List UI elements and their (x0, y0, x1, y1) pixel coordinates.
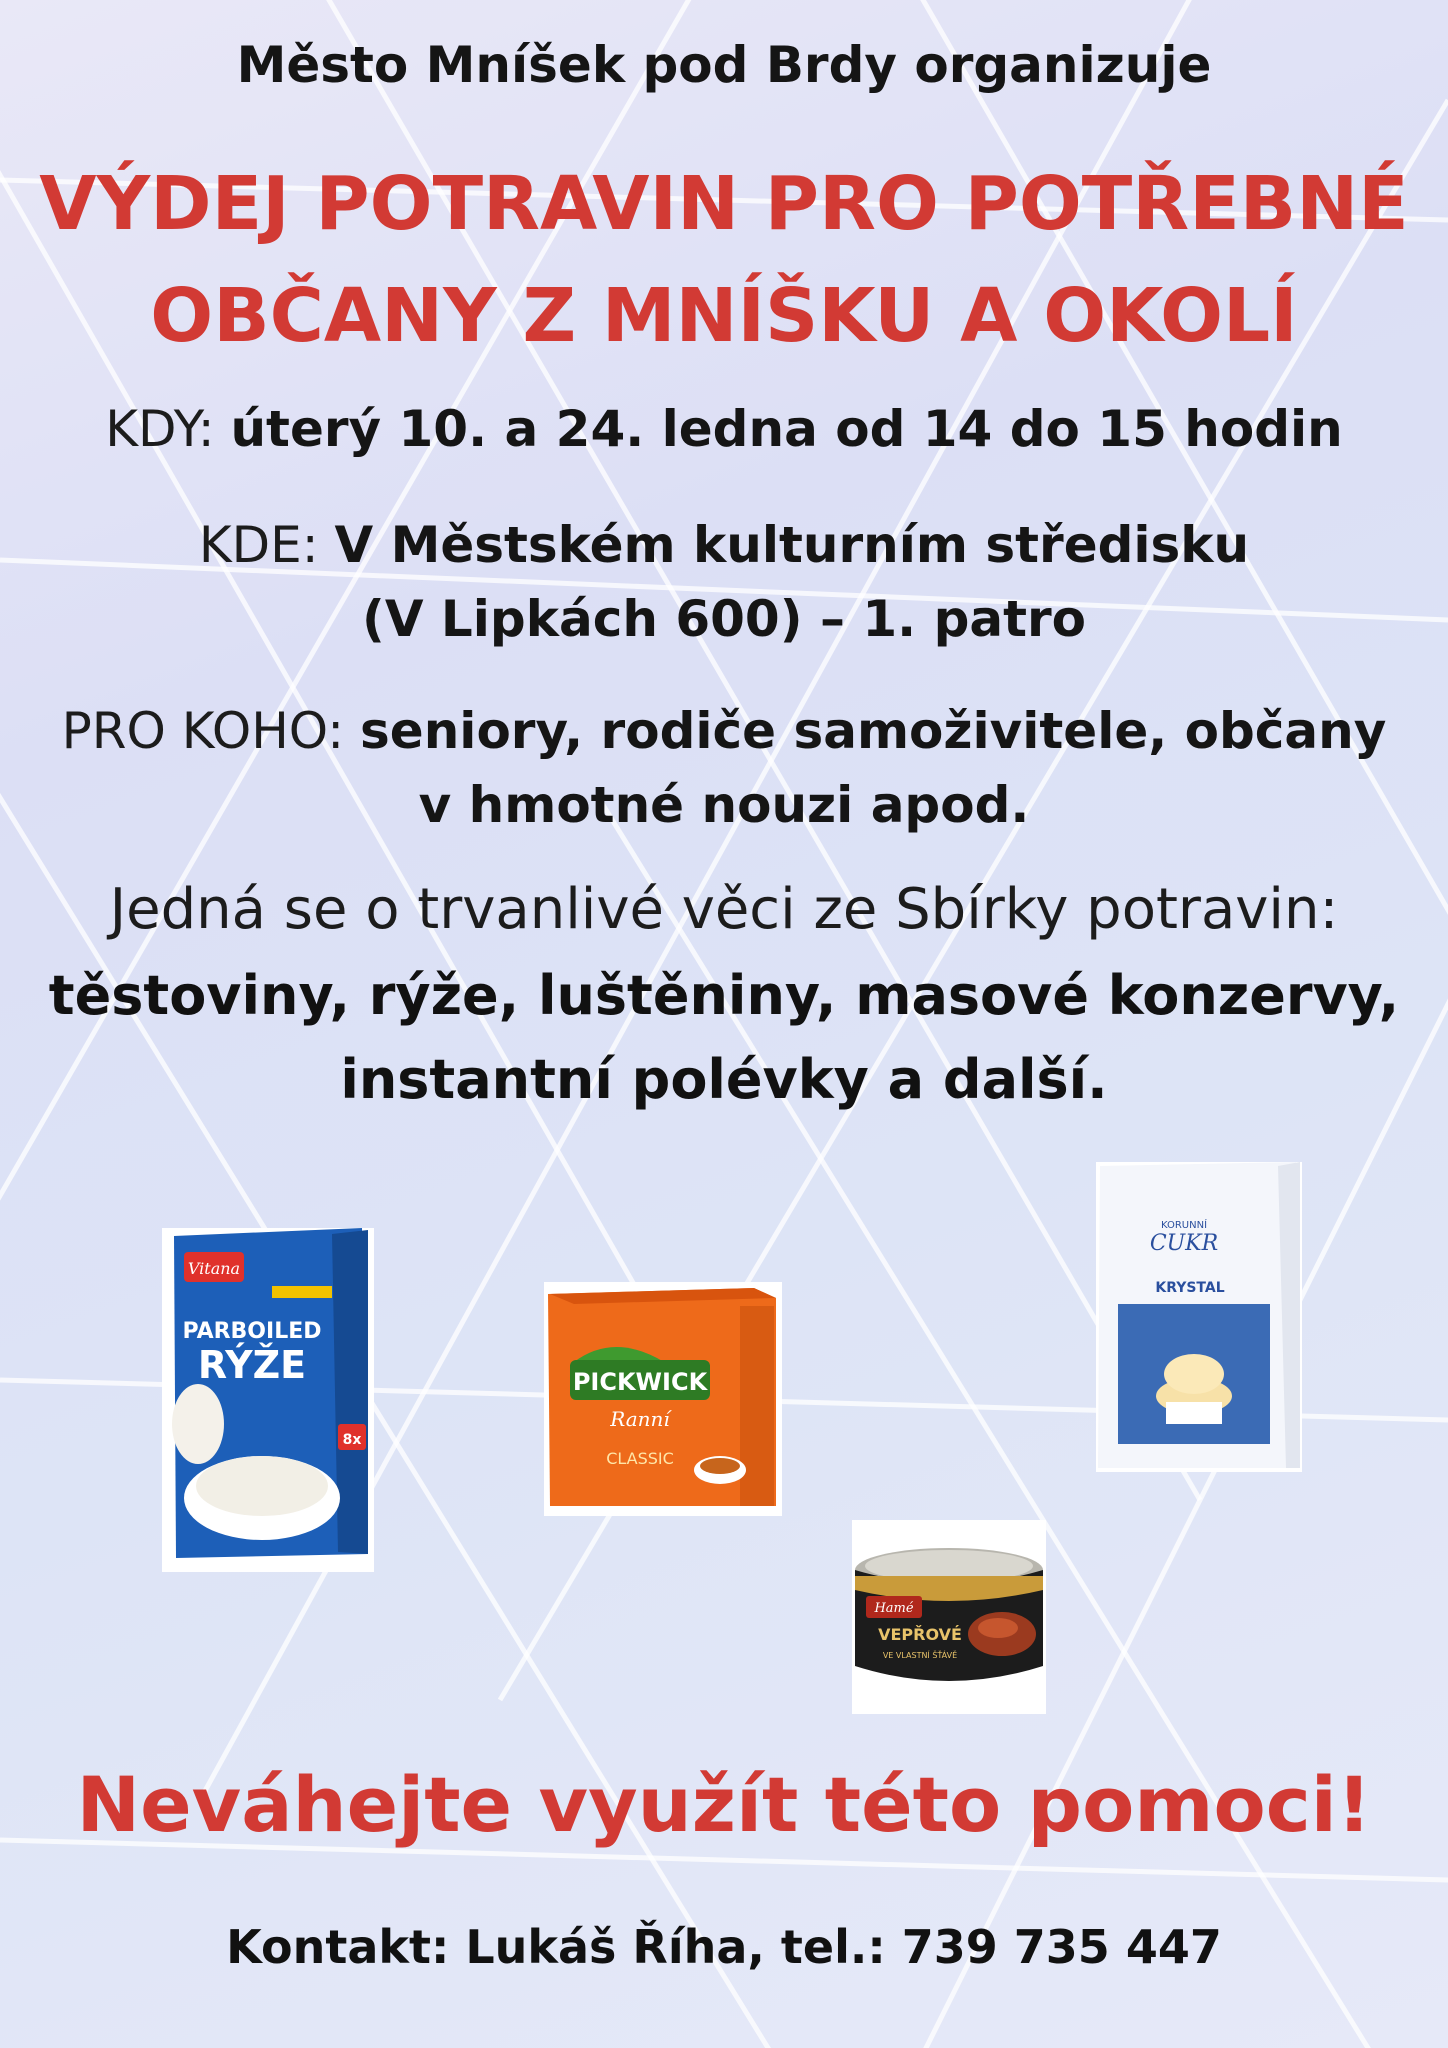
items-intro: Jedná se o trvanlivé věci ze Sbírky potravin: (109, 877, 1339, 942)
intro-text: Město Mníšek pod Brdy organizuje (236, 36, 1212, 94)
headline (0, 148, 1448, 372)
items-line-1: těstoviny, rýže, luštěniny, masové konzervy, (48, 964, 1400, 1027)
headline-line-2: OBČANY Z MNÍŠKU A OKOLÍ (150, 273, 1298, 359)
when-row (0, 392, 1448, 466)
svg-text:Hamé: Hamé (874, 1601, 914, 1616)
headline-line-1: VÝDEJ POTRAVIN PRO POTŘEBNÉ (39, 161, 1409, 247)
tea-box-icon (544, 1282, 782, 1516)
for-whom-row-2 (0, 768, 1448, 842)
when-label: KDY: (105, 400, 215, 458)
where-value-line-2: (V Lipkách 600) – 1. patro (361, 590, 1087, 648)
svg-text:VE VLASTNÍ ŠŤÁVĚ: VE VLASTNÍ ŠŤÁVĚ (882, 1651, 958, 1660)
svg-text:KORUNNÍ: KORUNNÍ (1160, 1220, 1208, 1231)
where-label: KDE: (198, 516, 319, 574)
items-line-2: instantní polévky a další. (340, 1048, 1108, 1111)
svg-text:CLASSIC: CLASSIC (606, 1449, 674, 1468)
for-whom-row (0, 694, 1448, 768)
for-whom-value-line-2: v hmotné nouzi apod. (418, 776, 1030, 834)
where-row-2 (0, 582, 1448, 656)
rice-box-icon (162, 1228, 374, 1572)
for-whom-label: PRO KOHO: (61, 702, 345, 760)
meat-can-icon (852, 1520, 1046, 1714)
svg-text:PICKWICK: PICKWICK (572, 1368, 708, 1396)
svg-text:KRYSTAL: KRYSTAL (1155, 1280, 1225, 1296)
svg-text:VEPŘOVÉ: VEPŘOVÉ (878, 1625, 962, 1644)
svg-text:RÝŽE: RÝŽE (197, 1343, 307, 1387)
contact-info: Kontakt: Lukáš Říha, tel.: 739 735 447 (226, 1920, 1222, 1974)
sugar-bag-icon (1096, 1162, 1302, 1472)
when-value: úterý 10. a 24. ledna od 14 do 15 hodin (230, 400, 1343, 458)
svg-text:CUKR: CUKR (1149, 1231, 1219, 1256)
where-value-line-1: V Městském kulturním středisku (334, 516, 1250, 574)
svg-text:PARBOILED: PARBOILED (182, 1319, 322, 1344)
svg-text:Ranní: Ranní (610, 1407, 670, 1431)
svg-text:Vitana: Vitana (187, 1259, 241, 1278)
svg-text:8x: 8x (342, 1432, 362, 1448)
where-row (0, 508, 1448, 582)
for-whom-value-line-1: seniory, rodiče samoživitele, občany (360, 702, 1387, 760)
call-to-action: Neváhejte využít této pomoci! (76, 1760, 1372, 1849)
